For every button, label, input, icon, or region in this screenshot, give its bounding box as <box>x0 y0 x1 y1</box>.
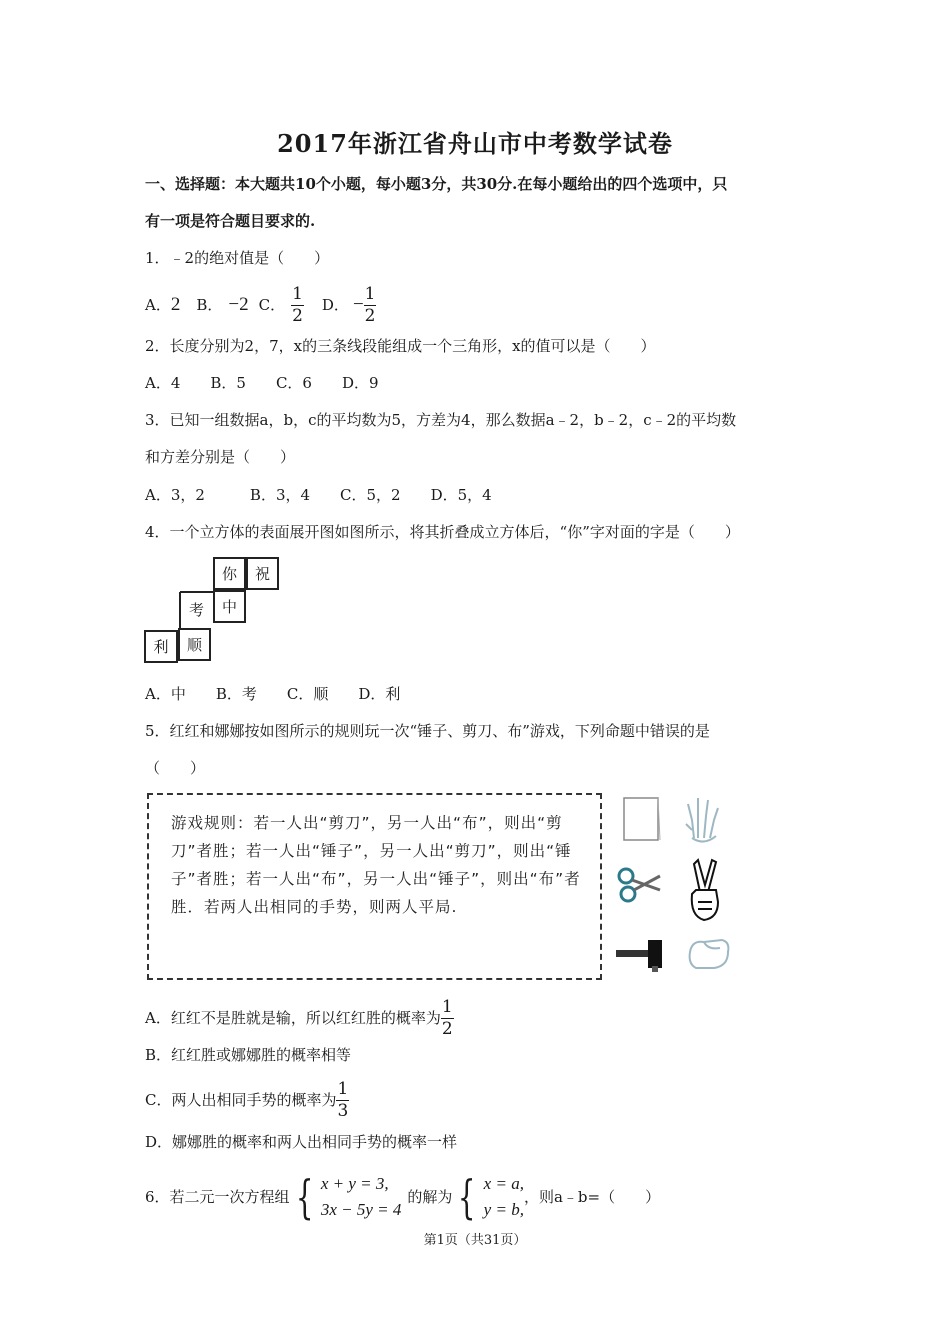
q6-prefix: 6．若二元一次方程组 <box>145 1188 290 1206</box>
fist-icon <box>690 940 729 968</box>
paper-sheet-icon <box>624 798 660 840</box>
q1-opt-d-numerator: 1 <box>364 283 376 304</box>
game-rules-box <box>147 793 602 980</box>
q6-solution-brace: { <box>458 1170 476 1224</box>
q2-options: A．4 B．5 C．6 D．9 <box>145 374 379 392</box>
q1-opt-c-label: C． <box>258 296 286 314</box>
q6-suffix: ，则a﹣b=（ ） <box>523 1188 661 1206</box>
page-title: 2017年浙江省舟山市中考数学试卷 <box>277 129 673 158</box>
q1-opt-a-value: 2 <box>170 294 181 315</box>
q1-opt-a-label: A． <box>145 296 171 314</box>
q1-opt-b-value: −2 <box>228 294 249 315</box>
net-cell-li: 利 <box>144 630 178 663</box>
net-cell-zhu: 祝 <box>246 557 279 590</box>
net-cell-ni: 你 <box>213 557 246 590</box>
q6-solution <box>452 1171 524 1223</box>
q1-opt-b-label: B． <box>196 296 223 314</box>
net-cell-shun: 顺 <box>178 628 211 661</box>
q6-system <box>290 1171 402 1223</box>
section-heading-line1: 一、选择题：本大题共10个小题，每小题3分，共30分.在每小题给出的四个选项中，只 <box>145 175 728 193</box>
scissors-icon <box>619 869 660 901</box>
q5-option-a <box>145 998 454 1038</box>
q6-system-brace: { <box>295 1170 313 1224</box>
q6-middle: 的解为 <box>407 1188 453 1206</box>
q1-opt-d-sign: − <box>352 294 364 315</box>
q6-eq1: x + y = 3, <box>320 1174 389 1193</box>
q5-option-c <box>145 1080 349 1120</box>
q5-opt-c-text: C．两人出相同手势的概率为 <box>145 1091 337 1109</box>
game-rules-text: 游戏规则：若一人出“剪刀”，另一人出“布”，则出“剪刀”者胜；若一人出“锤子”，另一人出“剪刀”，则出“锤子”者胜；若一人出“布”，另一人出“锤子”，则出“布”者胜．若两人出相同的手势，则两人平局. <box>171 814 581 916</box>
section-heading-line2: 有一项是符合题目要求的. <box>145 212 316 230</box>
net-cell-zhong: 中 <box>213 590 246 623</box>
q5-opt-c-denominator: 3 <box>337 1100 349 1121</box>
q2-stem: 2．长度分别为2，7，x的三条线段能组成一个三角形，x的值可以是（ ） <box>145 337 656 355</box>
q6-line <box>145 1170 660 1224</box>
q6-eq2: 3x − 5y = 4 <box>320 1200 402 1219</box>
q5-opt-c-fraction <box>336 1078 349 1121</box>
q5-option-d: D．娜娜胜的概率和两人出相同手势的概率一样 <box>145 1133 458 1151</box>
q3-stem-line1: 3．已知一组数据a，b，c的平均数为5，方差为4，那么数据a﹣2，b﹣2，c﹣2的平均数 <box>145 411 737 429</box>
q4-stem: 4．一个立方体的表面展开图如图所示，将其折叠成立方体后，“你”字对面的字是（ ） <box>145 523 740 541</box>
q1-opt-c-numerator: 1 <box>292 283 303 304</box>
q3-stem-line2: 和方差分别是（ ） <box>145 448 296 466</box>
gesture-illustrations <box>612 790 742 980</box>
q3-options: A．3，2 B．3，4 C．5，2 D．5，4 <box>145 486 492 504</box>
q6-sol1: x = a, <box>483 1174 524 1193</box>
q1-opt-c-denominator: 2 <box>292 305 303 326</box>
hammer-icon <box>616 940 662 972</box>
q5-opt-a-fraction <box>441 996 454 1039</box>
q5-opt-a-numerator: 1 <box>441 996 453 1017</box>
q5-stem-line2: （ ） <box>145 759 206 777</box>
net-cell-kao: 考 <box>180 593 213 626</box>
q4-options: A．中 B．考 C．顺 D．利 <box>145 685 401 703</box>
q5-option-b: B．红红胜或娜娜胜的概率相等 <box>145 1046 352 1064</box>
open-hand-icon <box>686 798 718 842</box>
q1-opt-d-label: D． <box>321 296 349 314</box>
victory-hand-icon <box>692 860 718 920</box>
q5-opt-a-text: A．红红不是胜就是输，所以红红胜的概率为 <box>145 1009 441 1027</box>
q1-stem: 1．﹣2的绝对值是（ ） <box>145 249 330 267</box>
q5-opt-a-denominator: 2 <box>441 1018 453 1039</box>
q1-opt-d-denominator: 2 <box>364 305 376 326</box>
q6-sol2: y = b, <box>483 1200 524 1219</box>
page-footer: 第1页（共31页） <box>423 1233 527 1248</box>
q5-stem-line1: 5．红红和娜娜按如图所示的规则玩一次“锤子、剪刀、布”游戏，下列命题中错误的是 <box>145 722 710 740</box>
q5-opt-c-numerator: 1 <box>337 1078 349 1099</box>
